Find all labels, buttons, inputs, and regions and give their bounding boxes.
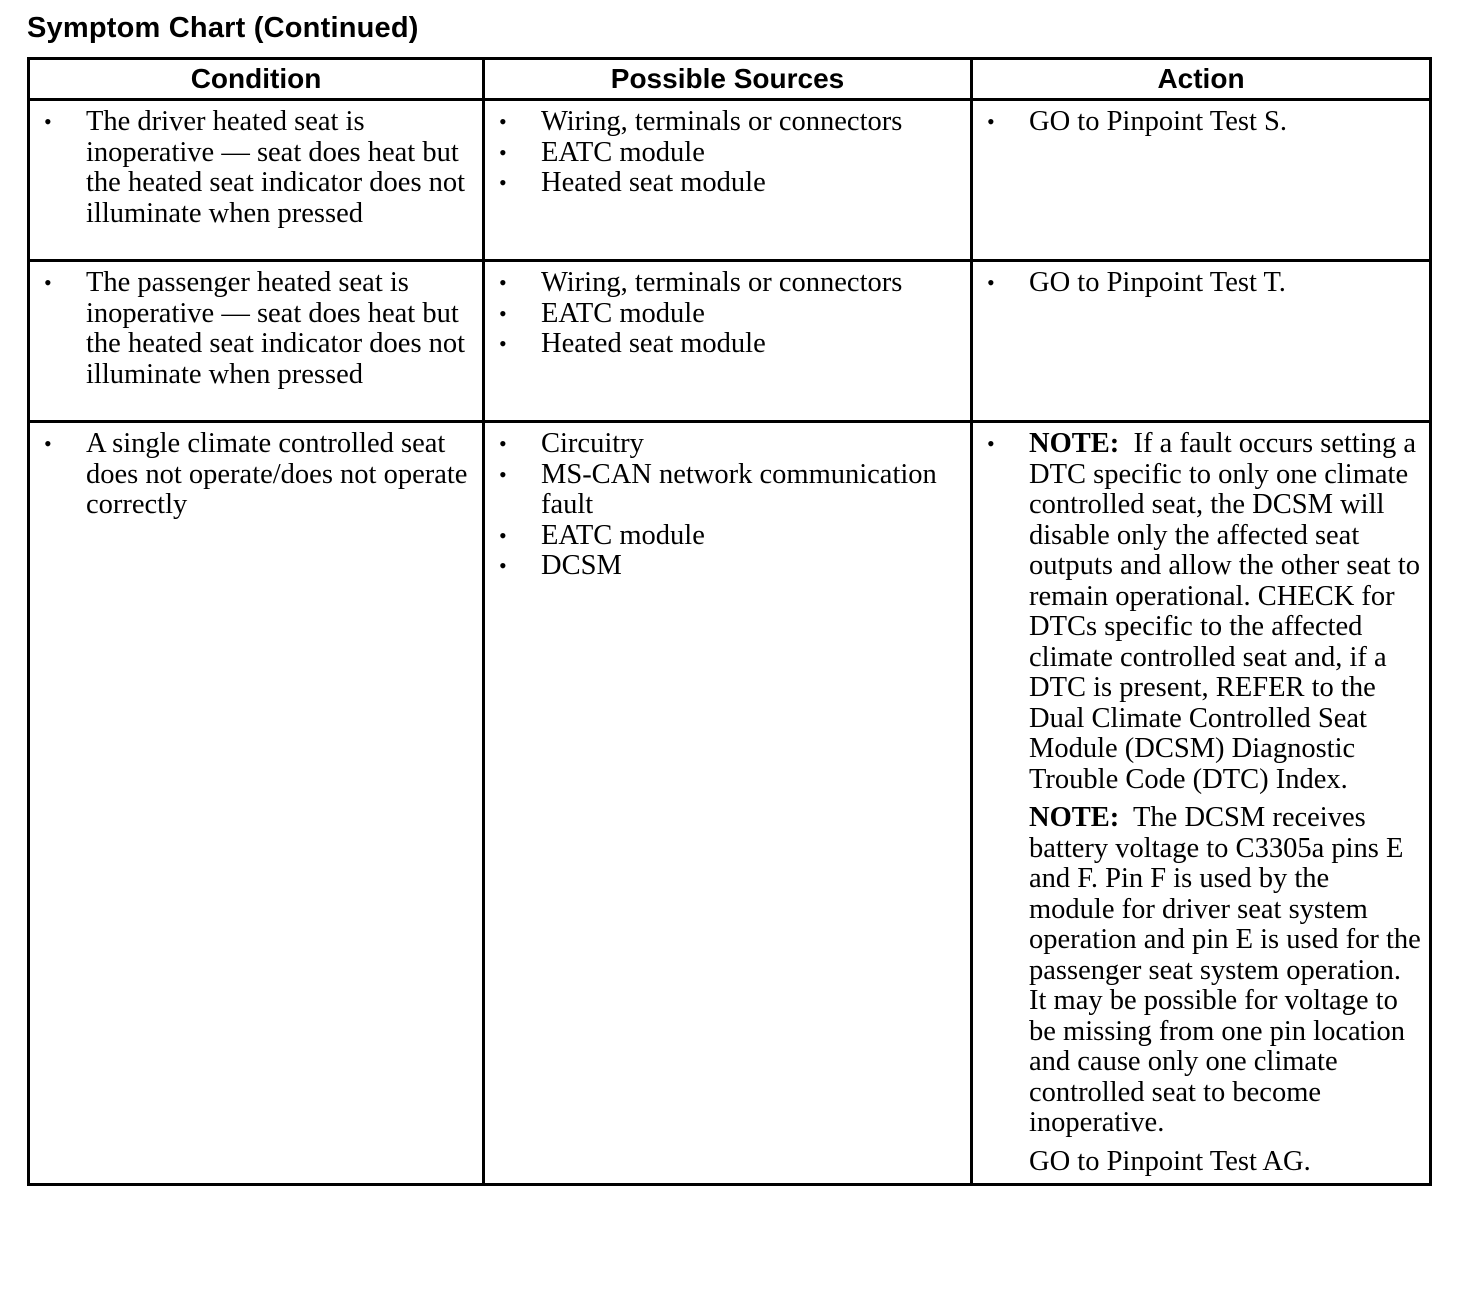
header-action: Action	[972, 59, 1431, 100]
symptom-chart-table	[27, 57, 1432, 1186]
bullet-icon: •	[987, 109, 995, 134]
source-text: Circuitry	[541, 428, 644, 459]
bullet-icon: •	[987, 270, 995, 295]
list-item	[30, 107, 474, 229]
action-cell	[972, 422, 1431, 1185]
list-item	[30, 429, 474, 521]
list-item	[973, 107, 1421, 138]
sources-cell	[484, 422, 972, 1185]
sources-cell	[484, 100, 972, 261]
header-condition: Condition	[29, 59, 484, 100]
action-note-2	[1029, 803, 1421, 1139]
bullet-icon: •	[499, 139, 507, 165]
table-row	[29, 422, 1431, 1185]
condition-cell	[29, 100, 484, 261]
action-final-text: GO to Pinpoint Test AG.	[1029, 1145, 1311, 1177]
list-item	[485, 299, 962, 330]
list-item	[485, 551, 962, 582]
source-text: DCSM	[541, 550, 622, 581]
bullet-icon: •	[499, 170, 507, 195]
source-text: Heated seat module	[541, 167, 766, 198]
action-text: GO to Pinpoint Test T.	[1029, 267, 1286, 298]
list-item	[485, 329, 962, 360]
list-item	[485, 429, 962, 460]
note-text: The DCSM receives battery voltage to C3305a pins E and F. Pin F is used by the module for driver seat system operation and pin E is used for the passenger seat system operation. It may be possible for voltage to be missing from one pin location and cause only one climate controlled seat to become inoperative.	[1029, 802, 1421, 1138]
bullet-icon: •	[499, 300, 507, 326]
sources-cell	[484, 261, 972, 422]
table-row	[29, 261, 1431, 422]
list-item	[485, 521, 962, 552]
list-item	[485, 460, 962, 521]
note-label: NOTE:	[1029, 802, 1120, 833]
header-possible-sources: Possible Sources	[484, 59, 972, 100]
action-cell	[972, 100, 1431, 261]
condition-text: A single climate controlled seat does not operate/does not operate correctly	[86, 428, 468, 520]
bullet-icon: •	[44, 431, 52, 456]
bullet-icon: •	[499, 431, 507, 456]
bullet-icon: •	[499, 331, 507, 356]
page-title: Symptom Chart (Continued)	[27, 12, 419, 44]
action-text: GO to Pinpoint Test S.	[1029, 106, 1287, 137]
source-text: Wiring, terminals or connectors	[541, 106, 903, 137]
condition-text: The driver heated seat is inoperative — seat does heat but the heated seat indicator does not illuminate when pressed	[86, 106, 466, 229]
bullet-icon: •	[499, 270, 507, 295]
bullet-icon: •	[499, 461, 507, 487]
bullet-icon: •	[44, 109, 52, 134]
condition-cell	[29, 261, 484, 422]
list-item	[973, 268, 1421, 299]
bullet-icon: •	[44, 270, 52, 295]
source-text: EATC module	[541, 519, 705, 551]
table-row	[29, 100, 1431, 261]
list-item	[485, 268, 962, 299]
source-text: MS-CAN network communication fault	[541, 458, 937, 520]
note-text: If a fault occurs setting a DTC specific to only one climate controlled seat, the DCSM will disable only the affected seat outputs and allow the other seat to remain operational. CHECK for DTCs specific to the affected climate controlled seat and, if a DTC is present, REFER to the Dual Climate Controlled Seat Module (DCSM) Diagnostic Trouble Code (DTC) Index.	[1029, 428, 1420, 795]
action-cell	[972, 261, 1431, 422]
list-item	[485, 138, 962, 169]
table-header-row	[29, 59, 1431, 100]
condition-text: The passenger heated seat is inoperative — seat does heat but the heated seat indicator does not illuminate when pressed	[86, 267, 466, 390]
list-item	[30, 268, 474, 390]
source-text: Heated seat module	[541, 328, 766, 359]
list-item	[485, 107, 962, 138]
source-text: Wiring, terminals or connectors	[541, 267, 903, 298]
source-text: EATC module	[541, 297, 705, 329]
source-text: EATC module	[541, 136, 705, 168]
note-label: NOTE:	[1029, 428, 1120, 459]
list-item	[973, 429, 1421, 1177]
bullet-icon: •	[499, 522, 507, 548]
bullet-icon: •	[987, 431, 995, 456]
list-item	[485, 168, 962, 199]
action-note-1	[1029, 429, 1421, 795]
bullet-icon: •	[499, 109, 507, 134]
condition-cell	[29, 422, 484, 1185]
bullet-icon: •	[499, 553, 507, 578]
